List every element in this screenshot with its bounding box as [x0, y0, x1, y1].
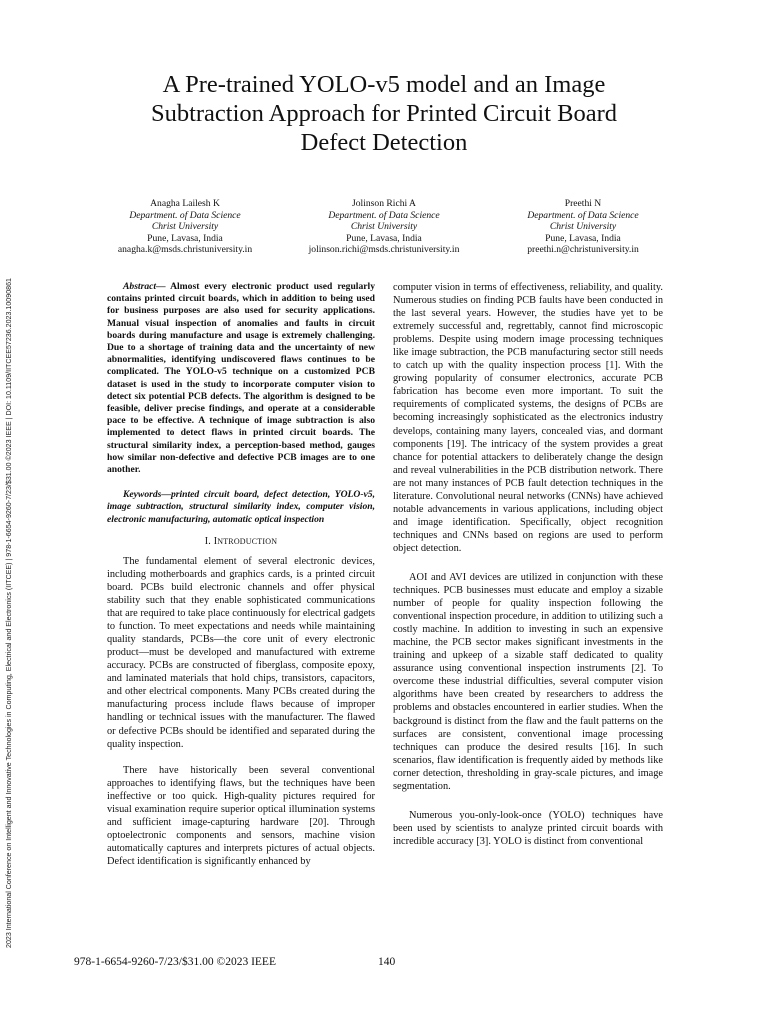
title-line-1: A Pre-trained YOLO-v5 model and an Image — [162, 71, 606, 98]
author-university: Christ University — [350, 221, 418, 233]
abstract — [107, 281, 375, 476]
title-line-3: Defect Detection — [300, 129, 468, 156]
intro-paragraph-2: There have historically been several conventional approaches to identifying flaws, but the techniques have been ineffective or too quick. High-quality pictures required for visual examination require superior optical illumination systems and sufficient image-capturing hardware [20]. Through optoelectronic components and sensors, machine vision automatically captures and interprets pictures of actual objects. Defect identification is significantly enhanced by — [107, 764, 375, 867]
right-column — [393, 281, 663, 848]
abstract-label: Abstract— — [123, 281, 166, 292]
right-paragraph-1: computer vision in terms of effectiveness, reliability, and quality. Numerous studies on finding PCB faults have been conducted in the last several years. However, the studies have yet to be extremely successful and, regrettably, cannot find microscopic problems. Despite using modern image processing techniques like image subtraction, the PCB manufacturing sector still needs to catch up with the quality inspection process [1]. With the growing popularity of consumer electronics, accurate PCB fabrication has become even more important. To suit the requirements of complicated systems, the designs of PCBs are becoming increasingly sophisticated as the electronics industry develops, containing many layers, concealed vias, and dormant components [19]. The intricacy of the system provides a great chance for potential attackers to deliberately change the design and reveal vulnerabilities in the PCB distribution network. There are not many instances of PCB fault detection techniques in the literature. Convolutional neural networks (CNNs) have achieved notable advancements in various applications, including object and image identification. Specifically, object recognition techniques and CNNs based on regions are used to perform object detection. — [393, 282, 663, 554]
right-paragraph-3: Numerous you-only-look-once (YOLO) techniques have been used by scientists to analyze printed circuit boards with incredible accuracy [3]. YOLO is distinct from conventional — [393, 809, 663, 847]
author-department: Department. of Data Science — [527, 209, 639, 221]
section-heading-introduction — [107, 535, 375, 548]
page-number: 140 — [378, 956, 396, 968]
author-block-2 — [284, 198, 484, 256]
section-title-rest: NTRODUCTION — [217, 536, 278, 546]
doi-sidebar-text: 2023 International Conference on Intelligent and Innovative Technologies in Computing, Electrical and Electronics (IITCEE) | 978-1-6654-9260-7/23/$31.00 ©2023 IEEE | DOI: 10.1109/IITCEE57236.2023.10090861 — [5, 278, 13, 948]
left-column — [107, 281, 375, 868]
author-location: Pune, Lavasa, India — [545, 232, 621, 244]
section-first-letter: I — [213, 535, 218, 547]
author-email: anagha.k@msds.christuniversity.in — [117, 244, 253, 256]
author-department: Department. of Data Science — [129, 209, 241, 221]
author-university: Christ University — [549, 221, 617, 233]
doi-sidebar — [2, 38, 16, 948]
author-block-3 — [483, 198, 683, 256]
author-name: Anagha Lailesh K — [150, 198, 220, 209]
author-department: Department. of Data Science — [328, 209, 440, 221]
footer-isbn: 978-1-6654-9260-7/23/$31.00 ©2023 IEEE — [74, 956, 276, 968]
author-email: preethi.n@christuniversity.in — [527, 244, 639, 256]
keywords: Keywords—printed circuit board, defect detection, YOLO-v5, image subtraction, structural similarity index, computer vision, electronic manufacturing, automatic optical inspection — [107, 489, 375, 525]
abstract-text: Almost every electronic product used regularly contains printed circuit boards, which in addition to being used for business purposes are also used for security applications. Manual visual inspection of anomalies and faults in circuit boards during manufacture and usage is extremely challenging. Due to a shortage of training data and the uncertainty of new abnormalities, identifying undiscovered flaws continues to be complicated. The YOLO-v5 technique on a customized PCB dataset is used in the study to incorporate computer vision to detect six potential PCB defects. The algorithm is designed to be feasible, deliver precise findings, and operate at a considerable pace to be effective. A technique of image subtraction is also implemented to detect flaws in printed circuit boards. The structural similarity index, a perception-based method, gauges how similar non-defective and defective PCB images are to one another. — [107, 281, 375, 476]
author-location: Pune, Lavasa, India — [147, 232, 223, 244]
author-university: Christ University — [151, 221, 219, 233]
title-line-2: Subtraction Approach for Printed Circuit Board — [150, 100, 618, 127]
author-block-1 — [85, 198, 285, 256]
author-name: Jolinson Richi A — [352, 198, 416, 209]
author-email: jolinson.richi@msds.christuniversity.in — [308, 244, 460, 256]
right-paragraph-2: AOI and AVI devices are utilized in conjunction with these techniques. PCB businesses must educate and employ a sizable number of people for quality inspection following the conventional inspection procedure, in addition to utilizing such a costly machine. In addition to investing in such an expensive machine, the PCB sector makes significant investments in the training and upkeep of a sizable staff dedicated to quality assurance using conventional inspection instruments [2]. To overcome these industrial difficulties, several computer vision algorithms have been created by researchers to address the problems and obstacles encountered in earlier studies. When the background is distinct from the flaw and the fault patterns on the surfaces are consistent, conventional image processing techniques can produce the desired results [16]. In such scenarios, flaw identification is frequently aided by methods like corner detection, thresholding in gray-scale pictures, and image segmentation. — [393, 571, 663, 792]
section-number: I. — [204, 535, 211, 547]
author-location: Pune, Lavasa, India — [346, 232, 422, 244]
author-name: Preethi N — [564, 198, 602, 209]
paper-title — [70, 70, 698, 157]
intro-paragraph-1: The fundamental element of several electronic devices, including motherboards and graphics cards, is a printed circuit board. PCBs build electronic channels and offer physical stability such that they enable sophisticated communications that are required to take place continuously for electrical gadgets to function. To meet expectations and needs while maintaining quality standards, PCBs—the core unit of every electronic product—must be developed and manufactured with extreme accuracy. PCBs are constructed of fiberglass, composite epoxy, and laminated materials that hold chips, transistors, capacitors, and other electrical components. Many PCBs created during the manufacturing process include flaws because of improper handling or technical issues with the manufacturer. The flawed or defective PCBs should be identified and separated during the quality inspection. — [107, 555, 375, 750]
